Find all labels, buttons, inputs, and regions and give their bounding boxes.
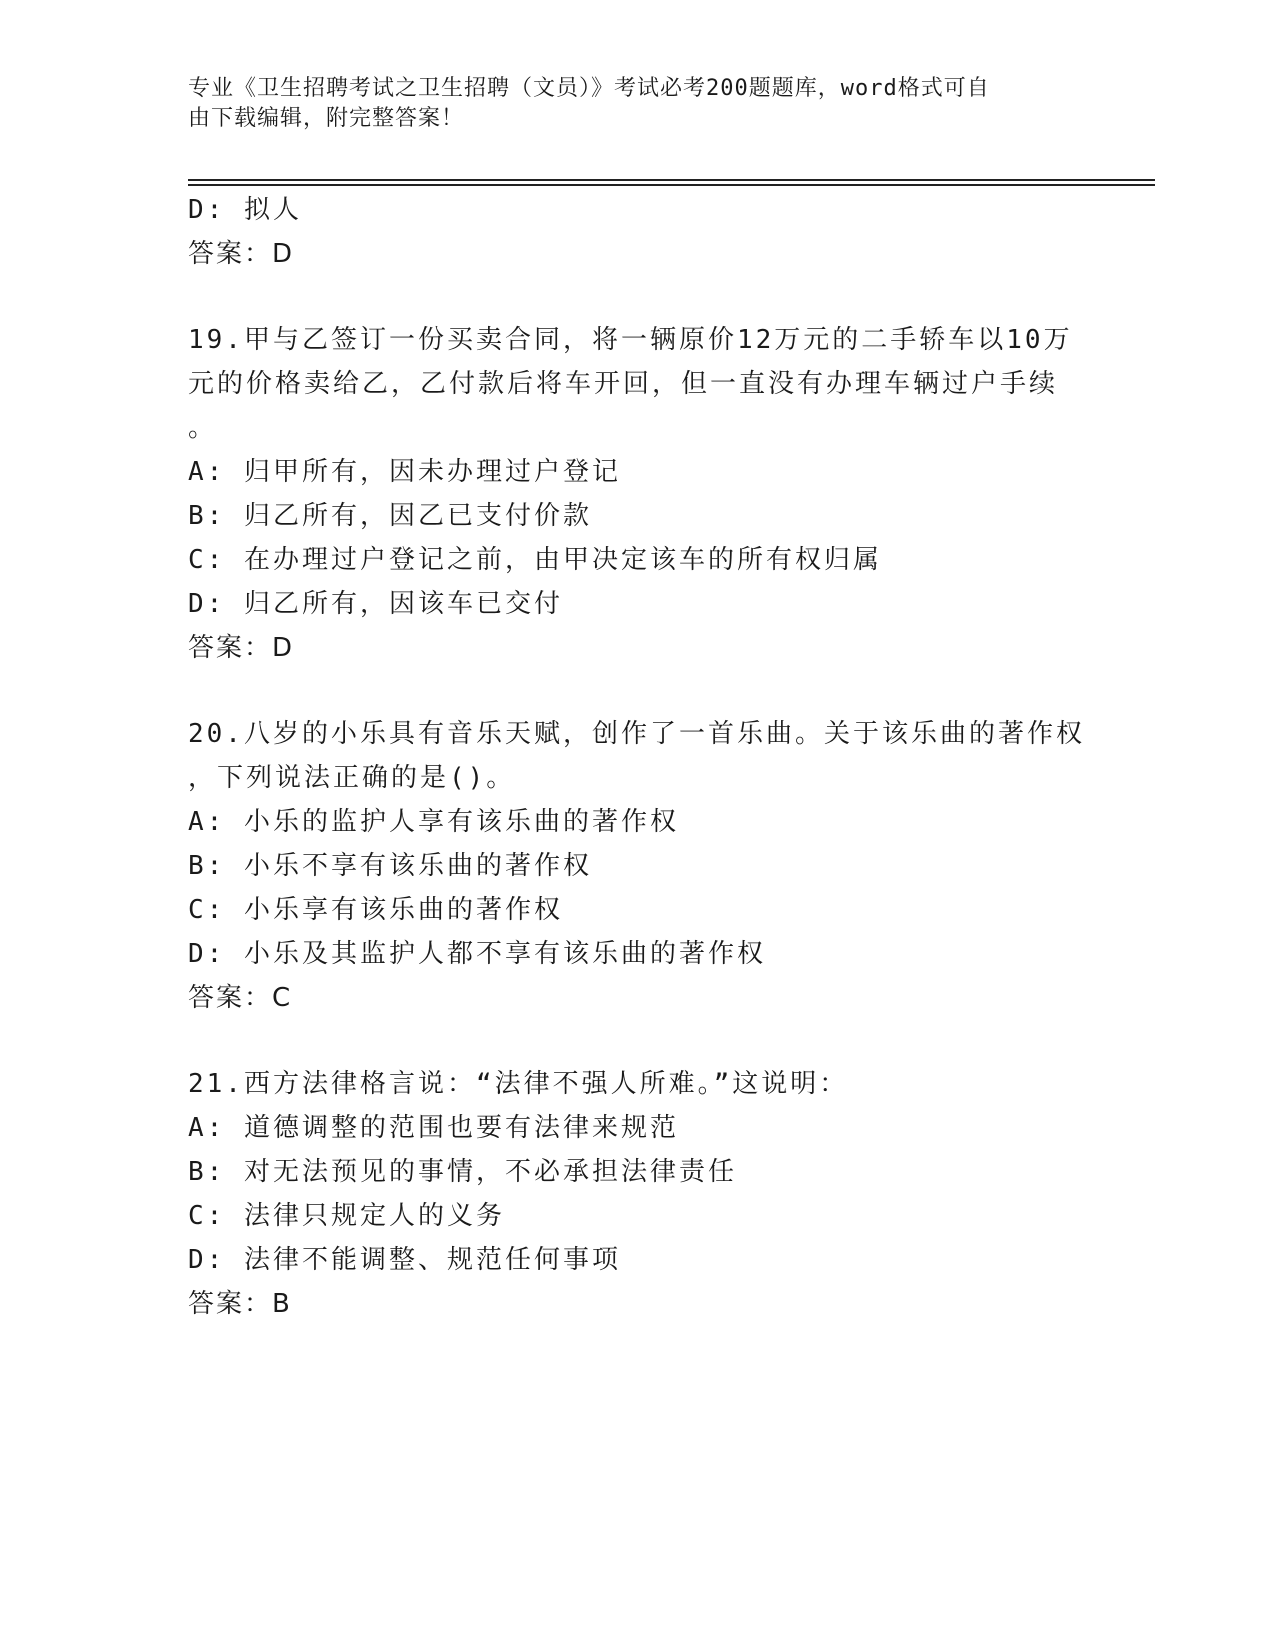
- header-line-2: 由下载编辑，附完整答案！: [188, 106, 465, 131]
- prev-option-d: D: 拟人: [188, 195, 302, 225]
- q19-text-line-3: 。: [188, 413, 218, 443]
- q21-option-c: C: 法律只规定人的义务: [188, 1201, 505, 1231]
- q19-option-a: A: 归甲所有，因未办理过户登记: [188, 457, 621, 487]
- q21-option-b: B: 对无法预见的事情，不必承担法律责任: [188, 1157, 737, 1187]
- q19-option-c: C: 在办理过户登记之前，由甲决定该车的所有权归属: [188, 545, 882, 575]
- q21-option-d: D: 法律不能调整、规范任何事项: [188, 1245, 621, 1275]
- header-line-1: 专业《卫生招聘考试之卫生招聘（文员）》考试必考200题题库，word格式可自: [188, 76, 990, 101]
- q19-option-d: D: 归乙所有，因该车已交付: [188, 589, 563, 619]
- q19-text-line-2: 元的价格卖给乙，乙付款后将车开回，但一直没有办理车辆过户手续: [188, 369, 1059, 399]
- q21-option-a: A: 道德调整的范围也要有法律来规范: [188, 1113, 679, 1143]
- q20-option-b: B: 小乐不享有该乐曲的著作权: [188, 851, 592, 881]
- header-divider-top: [188, 179, 1155, 181]
- q21-text-line-1: 21.西方法律格言说：“法律不强人所难。”这说明：: [188, 1069, 849, 1099]
- page-header: [188, 74, 1068, 134]
- q19-answer: 答案：D: [188, 633, 295, 663]
- header-divider-bottom: [188, 184, 1155, 186]
- prev-answer: 答案：D: [188, 239, 295, 269]
- q19-text-line-1: 19.甲与乙签订一份买卖合同，将一辆原价12万元的二手轿车以10万: [188, 325, 1073, 355]
- q20-text-line-2: ，下列说法正确的是()。: [188, 763, 516, 793]
- q20-option-a: A: 小乐的监护人享有该乐曲的著作权: [188, 807, 679, 837]
- q20-option-c: C: 小乐享有该乐曲的著作权: [188, 895, 563, 925]
- q19-option-b: B: 归乙所有，因乙已支付价款: [188, 501, 592, 531]
- q20-option-d: D: 小乐及其监护人都不享有该乐曲的著作权: [188, 939, 766, 969]
- q21-answer: 答案：B: [188, 1289, 292, 1319]
- q20-answer: 答案：C: [188, 983, 293, 1013]
- q20-text-line-1: 20.八岁的小乐具有音乐天赋，创作了一首乐曲。关于该乐曲的著作权: [188, 719, 1085, 749]
